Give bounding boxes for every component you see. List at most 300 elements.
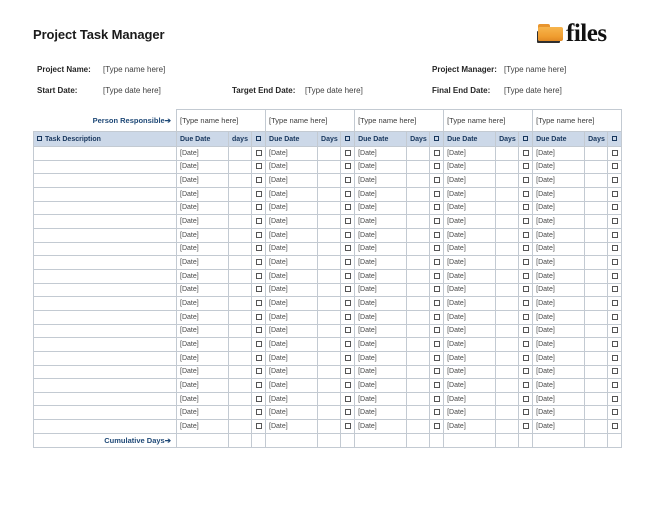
due-date-cell[interactable]: [Date]: [266, 215, 318, 229]
days-cell[interactable]: [496, 379, 519, 393]
days-cell[interactable]: [496, 338, 519, 352]
due-date-cell[interactable]: [Date]: [177, 283, 229, 297]
due-date-cell[interactable]: [Date]: [533, 392, 585, 406]
checkbox[interactable]: [345, 286, 351, 292]
checkbox-cell[interactable]: [430, 160, 444, 174]
days-cell[interactable]: [229, 406, 252, 420]
checkbox-cell[interactable]: [608, 379, 622, 393]
checkbox[interactable]: [256, 177, 262, 183]
person-name-cell-5[interactable]: [Type name here]: [533, 110, 622, 132]
due-date-cell[interactable]: [Date]: [266, 392, 318, 406]
due-date-cell[interactable]: [Date]: [177, 297, 229, 311]
due-date-cell[interactable]: [Date]: [355, 324, 407, 338]
days-cell[interactable]: [496, 283, 519, 297]
days-cell[interactable]: [585, 324, 608, 338]
checkbox-cell[interactable]: [519, 392, 533, 406]
project-manager-value[interactable]: [Type name here]: [504, 65, 567, 74]
checkbox[interactable]: [345, 423, 351, 429]
days-cell[interactable]: [407, 242, 430, 256]
days-cell[interactable]: [496, 420, 519, 434]
days-cell[interactable]: [496, 215, 519, 229]
checkbox[interactable]: [434, 423, 440, 429]
due-date-cell[interactable]: [Date]: [266, 187, 318, 201]
checkbox[interactable]: [523, 341, 529, 347]
due-date-cell[interactable]: [Date]: [355, 420, 407, 434]
checkbox[interactable]: [523, 368, 529, 374]
checkbox-cell[interactable]: [252, 420, 266, 434]
days-cell[interactable]: [318, 201, 341, 215]
checkbox-cell[interactable]: [430, 324, 444, 338]
checkbox[interactable]: [434, 191, 440, 197]
days-cell[interactable]: [407, 406, 430, 420]
checkbox-cell[interactable]: [252, 297, 266, 311]
due-date-cell[interactable]: [Date]: [355, 283, 407, 297]
checkbox[interactable]: [256, 314, 262, 320]
due-date-cell[interactable]: [Date]: [177, 187, 229, 201]
checkbox[interactable]: [256, 218, 262, 224]
checkbox-cell[interactable]: [430, 338, 444, 352]
checkbox-cell[interactable]: [519, 187, 533, 201]
due-date-cell[interactable]: [Date]: [533, 420, 585, 434]
due-date-cell[interactable]: [Date]: [355, 201, 407, 215]
checkbox-cell[interactable]: [430, 365, 444, 379]
checkbox-cell[interactable]: [341, 379, 355, 393]
checkbox[interactable]: [612, 314, 618, 320]
checkbox[interactable]: [345, 355, 351, 361]
days-cell[interactable]: [585, 256, 608, 270]
checkbox-cell[interactable]: [519, 297, 533, 311]
due-date-cell[interactable]: [Date]: [444, 324, 496, 338]
checkbox-cell[interactable]: [430, 242, 444, 256]
due-date-cell[interactable]: [Date]: [533, 406, 585, 420]
checkbox-cell[interactable]: [519, 365, 533, 379]
checkbox-cell[interactable]: [341, 242, 355, 256]
due-date-cell[interactable]: [Date]: [177, 242, 229, 256]
checkbox-cell[interactable]: [519, 351, 533, 365]
days-cell[interactable]: [585, 283, 608, 297]
checkbox[interactable]: [345, 382, 351, 388]
checkbox[interactable]: [434, 218, 440, 224]
due-date-cell[interactable]: [Date]: [533, 365, 585, 379]
days-cell[interactable]: [407, 269, 430, 283]
checkbox-cell[interactable]: [341, 283, 355, 297]
days-cell[interactable]: [585, 351, 608, 365]
days-cell[interactable]: [407, 215, 430, 229]
days-cell[interactable]: [585, 379, 608, 393]
checkbox[interactable]: [612, 163, 618, 169]
days-cell[interactable]: [229, 269, 252, 283]
due-date-cell[interactable]: [Date]: [355, 297, 407, 311]
checkbox-cell[interactable]: [519, 338, 533, 352]
checkbox-cell[interactable]: [608, 269, 622, 283]
checkbox[interactable]: [434, 163, 440, 169]
days-cell[interactable]: [496, 242, 519, 256]
days-cell[interactable]: [229, 228, 252, 242]
checkbox-cell[interactable]: [341, 351, 355, 365]
days-cell[interactable]: [318, 174, 341, 188]
checkbox[interactable]: [256, 204, 262, 210]
days-cell[interactable]: [496, 269, 519, 283]
checkbox-cell[interactable]: [430, 147, 444, 161]
task-description-cell[interactable]: [34, 365, 177, 379]
days-cell[interactable]: [585, 160, 608, 174]
due-date-cell[interactable]: [Date]: [444, 310, 496, 324]
checkbox-cell[interactable]: [430, 187, 444, 201]
checkbox[interactable]: [434, 396, 440, 402]
due-date-cell[interactable]: [Date]: [533, 187, 585, 201]
checkbox-cell[interactable]: [608, 420, 622, 434]
checkbox[interactable]: [523, 409, 529, 415]
checkbox-cell[interactable]: [519, 215, 533, 229]
days-cell[interactable]: [407, 420, 430, 434]
checkbox-cell[interactable]: [519, 228, 533, 242]
checkbox[interactable]: [434, 368, 440, 374]
due-date-cell[interactable]: [Date]: [355, 379, 407, 393]
due-date-cell[interactable]: [Date]: [177, 310, 229, 324]
checkbox-cell[interactable]: [252, 256, 266, 270]
due-date-cell[interactable]: [Date]: [177, 406, 229, 420]
checkbox-cell[interactable]: [252, 174, 266, 188]
checkbox-cell[interactable]: [608, 338, 622, 352]
checkbox-cell[interactable]: [341, 338, 355, 352]
checkbox-cell[interactable]: [519, 406, 533, 420]
checkbox[interactable]: [345, 409, 351, 415]
checkbox[interactable]: [345, 368, 351, 374]
due-date-cell[interactable]: [Date]: [533, 351, 585, 365]
due-date-cell[interactable]: [Date]: [355, 392, 407, 406]
checkbox[interactable]: [523, 163, 529, 169]
due-date-cell[interactable]: [Date]: [177, 324, 229, 338]
due-date-cell[interactable]: [Date]: [355, 310, 407, 324]
checkbox-cell[interactable]: [252, 160, 266, 174]
days-cell[interactable]: [585, 242, 608, 256]
due-date-cell[interactable]: [Date]: [533, 228, 585, 242]
days-cell[interactable]: [585, 406, 608, 420]
task-description-cell[interactable]: [34, 379, 177, 393]
due-date-cell[interactable]: [Date]: [177, 215, 229, 229]
due-date-cell[interactable]: [Date]: [266, 160, 318, 174]
checkbox[interactable]: [612, 218, 618, 224]
checkbox[interactable]: [523, 314, 529, 320]
due-date-cell[interactable]: [Date]: [355, 242, 407, 256]
checkbox[interactable]: [523, 300, 529, 306]
task-description-cell[interactable]: [34, 201, 177, 215]
due-date-cell[interactable]: [Date]: [444, 201, 496, 215]
checkbox[interactable]: [434, 150, 440, 156]
days-cell[interactable]: [229, 256, 252, 270]
checkbox[interactable]: [523, 423, 529, 429]
checkbox-cell[interactable]: [608, 242, 622, 256]
due-date-cell[interactable]: [Date]: [177, 201, 229, 215]
checkbox[interactable]: [256, 286, 262, 292]
checkbox-cell[interactable]: [519, 269, 533, 283]
days-cell[interactable]: [496, 297, 519, 311]
due-date-cell[interactable]: [Date]: [355, 187, 407, 201]
task-description-cell[interactable]: [34, 215, 177, 229]
days-cell[interactable]: [318, 310, 341, 324]
checkbox-cell[interactable]: [430, 174, 444, 188]
checkbox-cell[interactable]: [608, 201, 622, 215]
checkbox[interactable]: [612, 259, 618, 265]
due-date-cell[interactable]: [Date]: [444, 297, 496, 311]
checkbox[interactable]: [612, 273, 618, 279]
due-date-cell[interactable]: [Date]: [444, 160, 496, 174]
due-date-cell[interactable]: [Date]: [355, 351, 407, 365]
cumulative-days-cell[interactable]: [585, 433, 608, 447]
checkbox-cell[interactable]: [608, 406, 622, 420]
cumulative-days-cell[interactable]: [229, 433, 252, 447]
checkbox-cell[interactable]: [341, 187, 355, 201]
checkbox-cell[interactable]: [430, 228, 444, 242]
due-date-cell[interactable]: [Date]: [177, 174, 229, 188]
checkbox-cell[interactable]: [430, 215, 444, 229]
checkbox[interactable]: [612, 423, 618, 429]
checkbox-cell[interactable]: [519, 174, 533, 188]
checkbox-cell[interactable]: [341, 147, 355, 161]
checkbox[interactable]: [434, 286, 440, 292]
person-name-cell-1[interactable]: [Type name here]: [177, 110, 266, 132]
due-date-cell[interactable]: [Date]: [177, 269, 229, 283]
days-cell[interactable]: [407, 310, 430, 324]
cumulative-checkbox-cell[interactable]: [608, 433, 622, 447]
checkbox[interactable]: [523, 177, 529, 183]
checkbox-cell[interactable]: [430, 256, 444, 270]
due-date-cell[interactable]: [Date]: [444, 283, 496, 297]
days-cell[interactable]: [318, 338, 341, 352]
days-cell[interactable]: [585, 365, 608, 379]
days-cell[interactable]: [318, 269, 341, 283]
days-cell[interactable]: [318, 420, 341, 434]
checkbox-cell[interactable]: [252, 201, 266, 215]
task-description-cell[interactable]: [34, 283, 177, 297]
due-date-cell[interactable]: [Date]: [444, 338, 496, 352]
checkbox-cell[interactable]: [519, 310, 533, 324]
days-cell[interactable]: [407, 201, 430, 215]
cumulative-days-cell[interactable]: [407, 433, 430, 447]
person-name-cell-2[interactable]: [Type name here]: [266, 110, 355, 132]
cumulative-checkbox-cell[interactable]: [519, 433, 533, 447]
due-date-cell[interactable]: [Date]: [444, 269, 496, 283]
checkbox[interactable]: [256, 409, 262, 415]
days-cell[interactable]: [496, 351, 519, 365]
days-cell[interactable]: [407, 256, 430, 270]
due-date-cell[interactable]: [Date]: [533, 283, 585, 297]
checkbox[interactable]: [256, 245, 262, 251]
checkbox[interactable]: [256, 341, 262, 347]
checkbox[interactable]: [256, 163, 262, 169]
days-cell[interactable]: [318, 215, 341, 229]
checkbox-cell[interactable]: [252, 310, 266, 324]
days-cell[interactable]: [318, 187, 341, 201]
checkbox[interactable]: [256, 232, 262, 238]
due-date-cell[interactable]: [Date]: [355, 338, 407, 352]
task-description-cell[interactable]: [34, 187, 177, 201]
days-cell[interactable]: [407, 365, 430, 379]
checkbox[interactable]: [523, 286, 529, 292]
checkbox[interactable]: [434, 259, 440, 265]
checkbox-cell[interactable]: [430, 201, 444, 215]
days-cell[interactable]: [318, 297, 341, 311]
checkbox-cell[interactable]: [608, 147, 622, 161]
checkbox-cell[interactable]: [341, 256, 355, 270]
checkbox-cell[interactable]: [341, 310, 355, 324]
checkbox-cell[interactable]: [252, 324, 266, 338]
checkbox-cell[interactable]: [341, 324, 355, 338]
due-date-cell[interactable]: [Date]: [266, 242, 318, 256]
days-cell[interactable]: [585, 228, 608, 242]
days-cell[interactable]: [229, 160, 252, 174]
checkbox[interactable]: [345, 218, 351, 224]
due-date-cell[interactable]: [Date]: [533, 379, 585, 393]
days-cell[interactable]: [229, 174, 252, 188]
days-cell[interactable]: [318, 242, 341, 256]
due-date-cell[interactable]: [Date]: [533, 174, 585, 188]
checkbox-cell[interactable]: [608, 187, 622, 201]
checkbox-cell[interactable]: [519, 256, 533, 270]
checkbox[interactable]: [256, 150, 262, 156]
checkbox-cell[interactable]: [252, 365, 266, 379]
days-cell[interactable]: [318, 365, 341, 379]
days-cell[interactable]: [585, 201, 608, 215]
due-date-cell[interactable]: [Date]: [355, 406, 407, 420]
checkbox[interactable]: [523, 396, 529, 402]
checkbox-cell[interactable]: [430, 392, 444, 406]
due-date-cell[interactable]: [Date]: [444, 174, 496, 188]
cumulative-due-cell[interactable]: [533, 433, 585, 447]
task-description-cell[interactable]: [34, 174, 177, 188]
checkbox-cell[interactable]: [608, 324, 622, 338]
due-date-cell[interactable]: [Date]: [444, 215, 496, 229]
checkbox[interactable]: [345, 177, 351, 183]
days-cell[interactable]: [229, 324, 252, 338]
due-date-cell[interactable]: [Date]: [177, 365, 229, 379]
due-date-cell[interactable]: [Date]: [355, 147, 407, 161]
due-date-cell[interactable]: [Date]: [266, 324, 318, 338]
due-date-cell[interactable]: [Date]: [266, 338, 318, 352]
checkbox-cell[interactable]: [608, 256, 622, 270]
due-date-cell[interactable]: [Date]: [266, 147, 318, 161]
checkbox-cell[interactable]: [341, 174, 355, 188]
days-cell[interactable]: [496, 228, 519, 242]
checkbox-cell[interactable]: [430, 310, 444, 324]
days-cell[interactable]: [318, 228, 341, 242]
days-cell[interactable]: [229, 215, 252, 229]
days-cell[interactable]: [585, 297, 608, 311]
checkbox[interactable]: [612, 177, 618, 183]
days-cell[interactable]: [496, 310, 519, 324]
task-description-cell[interactable]: [34, 351, 177, 365]
start-date-value[interactable]: [Type date here]: [103, 86, 161, 95]
due-date-cell[interactable]: [Date]: [355, 160, 407, 174]
checkbox-cell[interactable]: [252, 351, 266, 365]
checkbox[interactable]: [434, 245, 440, 251]
checkbox-cell[interactable]: [608, 215, 622, 229]
checkbox-cell[interactable]: [430, 269, 444, 283]
days-cell[interactable]: [407, 379, 430, 393]
days-cell[interactable]: [407, 228, 430, 242]
days-cell[interactable]: [318, 406, 341, 420]
checkbox[interactable]: [523, 259, 529, 265]
days-cell[interactable]: [407, 174, 430, 188]
checkbox-cell[interactable]: [608, 160, 622, 174]
days-cell[interactable]: [318, 283, 341, 297]
checkbox-cell[interactable]: [252, 187, 266, 201]
due-date-cell[interactable]: [Date]: [444, 187, 496, 201]
due-date-cell[interactable]: [Date]: [533, 310, 585, 324]
days-cell[interactable]: [318, 351, 341, 365]
days-cell[interactable]: [496, 256, 519, 270]
checkbox[interactable]: [523, 273, 529, 279]
cumulative-days-cell[interactable]: [318, 433, 341, 447]
checkbox[interactable]: [345, 396, 351, 402]
cumulative-due-cell[interactable]: [355, 433, 407, 447]
checkbox[interactable]: [345, 204, 351, 210]
days-cell[interactable]: [318, 256, 341, 270]
checkbox-cell[interactable]: [341, 269, 355, 283]
days-cell[interactable]: [496, 365, 519, 379]
checkbox[interactable]: [434, 232, 440, 238]
task-description-cell[interactable]: [34, 310, 177, 324]
days-cell[interactable]: [496, 324, 519, 338]
checkbox[interactable]: [256, 368, 262, 374]
task-description-cell[interactable]: [34, 406, 177, 420]
checkbox-cell[interactable]: [519, 379, 533, 393]
checkbox-cell[interactable]: [252, 242, 266, 256]
due-date-cell[interactable]: [Date]: [444, 147, 496, 161]
checkbox-cell[interactable]: [519, 283, 533, 297]
cumulative-due-cell[interactable]: [444, 433, 496, 447]
due-date-cell[interactable]: [Date]: [266, 174, 318, 188]
person-name-cell-3[interactable]: [Type name here]: [355, 110, 444, 132]
days-cell[interactable]: [585, 174, 608, 188]
due-date-cell[interactable]: [Date]: [444, 406, 496, 420]
checkbox[interactable]: [434, 300, 440, 306]
days-cell[interactable]: [496, 201, 519, 215]
days-cell[interactable]: [407, 297, 430, 311]
checkbox-cell[interactable]: [341, 406, 355, 420]
cumulative-due-cell[interactable]: [177, 433, 229, 447]
days-cell[interactable]: [585, 215, 608, 229]
due-date-cell[interactable]: [Date]: [177, 160, 229, 174]
task-description-cell[interactable]: [34, 324, 177, 338]
checkbox-cell[interactable]: [519, 160, 533, 174]
days-cell[interactable]: [229, 392, 252, 406]
checkbox[interactable]: [523, 218, 529, 224]
due-date-cell[interactable]: [Date]: [533, 215, 585, 229]
checkbox[interactable]: [434, 355, 440, 361]
checkbox[interactable]: [612, 409, 618, 415]
checkbox[interactable]: [345, 232, 351, 238]
task-description-cell[interactable]: [34, 242, 177, 256]
days-cell[interactable]: [229, 310, 252, 324]
checkbox[interactable]: [612, 341, 618, 347]
days-cell[interactable]: [585, 187, 608, 201]
target-end-date-value[interactable]: [Type date here]: [305, 86, 363, 95]
due-date-cell[interactable]: [Date]: [444, 351, 496, 365]
project-name-value[interactable]: [Type name here]: [103, 65, 166, 74]
checkbox-cell[interactable]: [252, 283, 266, 297]
checkbox[interactable]: [612, 204, 618, 210]
checkbox[interactable]: [345, 327, 351, 333]
due-date-cell[interactable]: [Date]: [444, 242, 496, 256]
days-cell[interactable]: [229, 379, 252, 393]
days-cell[interactable]: [585, 310, 608, 324]
checkbox-cell[interactable]: [608, 365, 622, 379]
checkbox-cell[interactable]: [341, 392, 355, 406]
days-cell[interactable]: [496, 392, 519, 406]
days-cell[interactable]: [407, 392, 430, 406]
days-cell[interactable]: [407, 187, 430, 201]
